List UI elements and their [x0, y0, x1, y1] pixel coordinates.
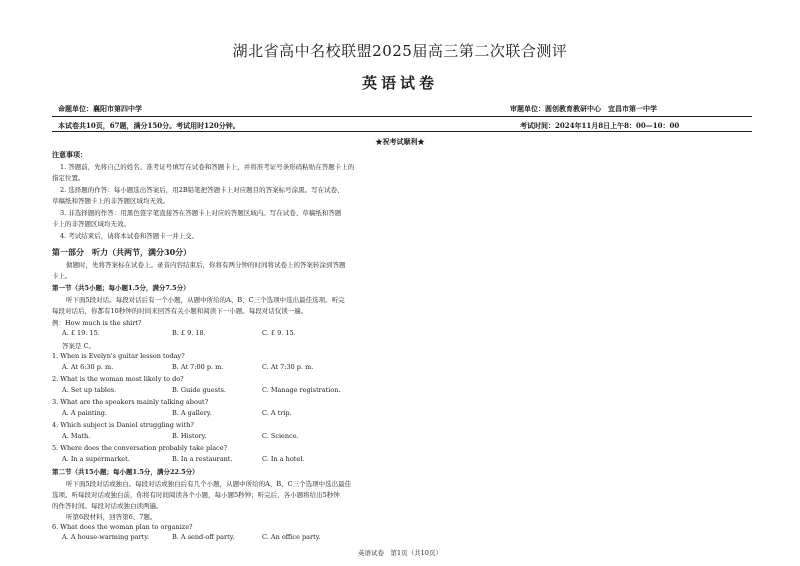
notice-line: 1. 答题前，先将自己的姓名、准考证号填写在试卷和答题卡上，并将准考证号条形码粘贴在答题卡上的	[60, 163, 355, 171]
exam-time: 考试时间：2024年11月8日上午8：00—10：00	[520, 121, 680, 130]
option: A. Set up tables.	[62, 386, 117, 394]
page-footer: 英语试卷 第1页（共10页）	[358, 549, 442, 557]
section2-intro: 听下面5段对话或独白。每段对话或独白后有几个小题，从题中所给的A、B、C三个选项中选出最佳	[66, 480, 352, 488]
option: C. Science.	[262, 432, 299, 440]
section2-intro: 选项。听每段对话或独白前，你将有时间阅读各个小题，每小题5秒钟；听完后，各小题将给出5秒钟	[52, 491, 340, 499]
option: C. In a hotel.	[262, 455, 305, 463]
option: B. £ 9. 18.	[172, 329, 206, 337]
section2-note: 听第6段材料，回答第6、7题。	[66, 513, 157, 521]
option: A. A house-warming party.	[62, 533, 150, 541]
question: 2. What is the woman most likely to do?	[52, 375, 184, 383]
option: A. Math.	[62, 432, 91, 440]
option: B. In a restaurant.	[172, 455, 233, 463]
option: C. An office party.	[262, 533, 321, 541]
exam-title: 湖北省高中名校联盟2025届高三第二次联合测评	[232, 42, 568, 60]
notice-heading: 注意事项：	[52, 150, 87, 159]
part1-intro: 卡上。	[52, 272, 72, 280]
notice-line: 卡上的非答题区域均无效。	[52, 220, 130, 228]
option: A. A painting.	[62, 409, 107, 417]
question: 3. What are the speakers mainly talking about?	[52, 398, 209, 406]
divider-top	[52, 116, 752, 117]
divider-bottom	[52, 131, 752, 132]
notice-line: 4. 考试结束后，请将本试卷和答题卡一并上交。	[60, 232, 199, 240]
notice-line: 3. 非选择题的作答：用黑色签字笔直接答在答题卡上对应的答题区域内。写在试卷、草稿纸和答题	[60, 209, 342, 217]
option: C. At 7:30 p. m.	[262, 363, 314, 371]
question: 4. Which subject is Daniel struggling with?	[52, 421, 194, 429]
part1-intro: 做题时，先将答案标在试卷上。录音内容结束后，你将有两分钟的时间将试卷上的答案转涂到答题	[66, 261, 346, 269]
section1-heading: 第一节（共5小题；每小题1.5分，满分7.5分）	[52, 284, 190, 292]
option: B. Guide guests.	[172, 386, 226, 394]
good-luck-mark: ★祝考试顺利★	[375, 137, 425, 146]
question: 5. Where does the conversation probably take place?	[52, 444, 228, 452]
option: B. At 7:00 p. m.	[172, 363, 224, 371]
notice-line: 2. 选择题的作答：每小题选出答案后，用2B铅笔把答题卡上对应题目的答案标号涂黑。写在试卷、	[60, 186, 344, 194]
option: C. Manage registration.	[262, 386, 341, 394]
notice-line: 草稿纸和答题卡上的非答题区域均无效。	[52, 197, 169, 205]
notice-line: 指定位置。	[52, 174, 85, 182]
option: A. £ 19. 15.	[62, 329, 100, 337]
section2-heading: 第二节（共15小题；每小题1.5分，满分22.5分）	[52, 468, 199, 476]
section1-intro: 每段对话后，你都有10秒钟的时间来回答有关小题和阅读下一小题。每段对话仅读一遍。	[52, 307, 308, 315]
author-unit: 命题单位：襄阳市第四中学	[58, 104, 142, 113]
example-question: 例：How much is the shirt?	[52, 319, 142, 327]
section1-intro: 听下面5段对话。每段对话后有一个小题，从题中所给的A、B、C三个选项中选出最佳选项。听完	[66, 296, 345, 304]
option: B. History.	[172, 432, 207, 440]
example-answer: 答案是 C。	[62, 342, 96, 350]
question: 1. When is Evelyn's guitar lesson today?	[52, 352, 185, 360]
option: C. A trip.	[262, 409, 292, 417]
question: 6. What does the woman plan to organize?	[52, 523, 193, 531]
review-unit: 审题单位：圆创教育教研中心 宜昌市第一中学	[510, 104, 657, 113]
option: B. A send-off party.	[172, 533, 235, 541]
paper-info: 本试卷共10页，67题，满分150分。考试用时120分钟。	[58, 121, 240, 130]
option: A. At 6:30 p. m.	[62, 363, 114, 371]
option: C. £ 9. 15.	[262, 329, 296, 337]
option: B. A gallery.	[172, 409, 212, 417]
section2-intro: 的作答时间。每段对话或独白读两遍。	[52, 502, 163, 510]
exam-subtitle: 英语试卷	[361, 74, 438, 92]
part1-heading: 第一部分 听力（共两节，满分30分）	[52, 247, 192, 257]
option: A. In a supermarket.	[62, 455, 130, 463]
